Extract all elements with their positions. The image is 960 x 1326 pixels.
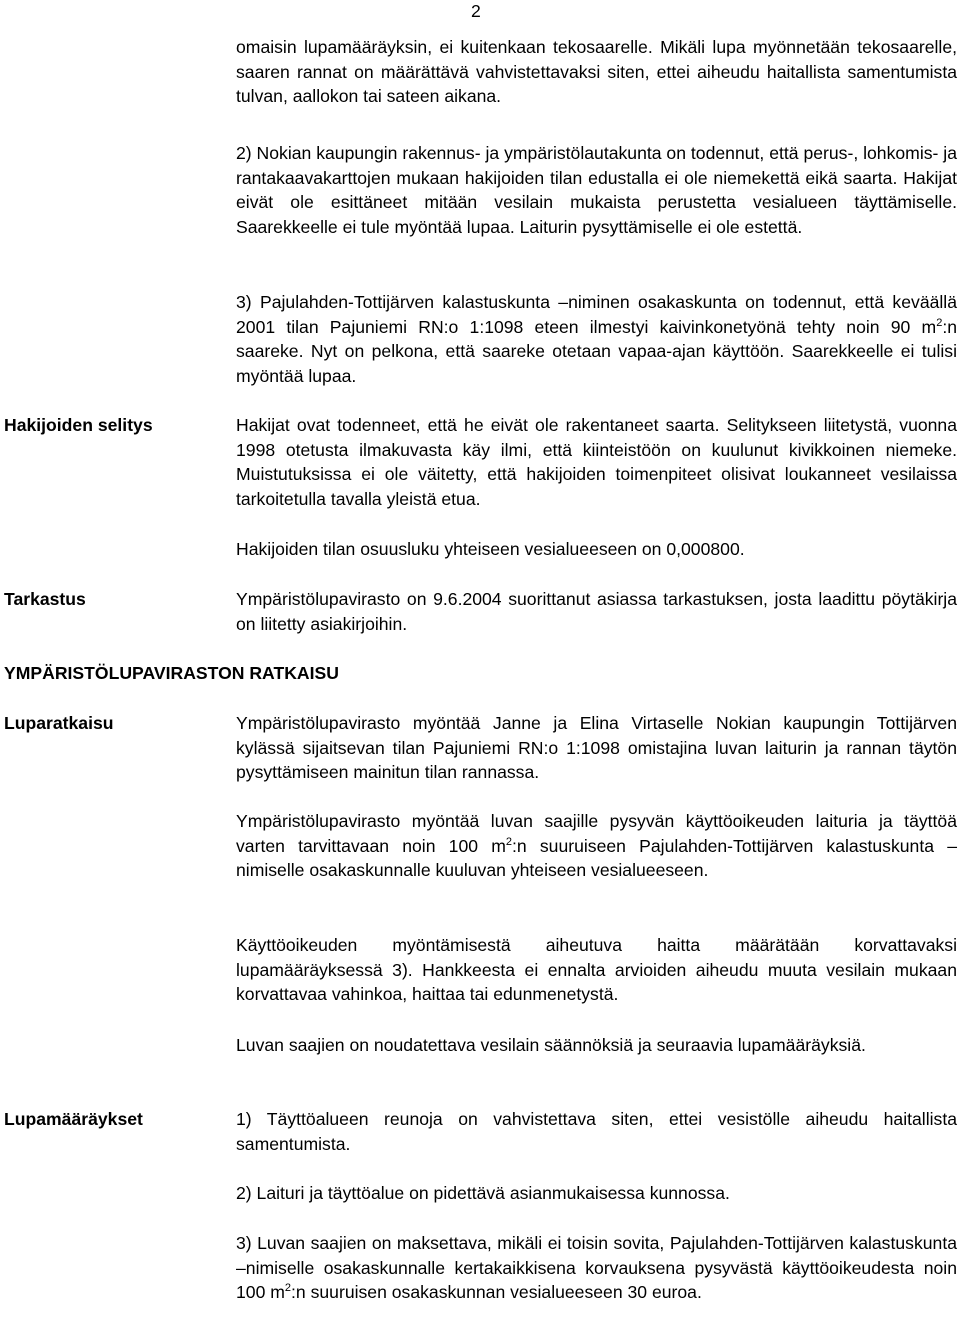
permit-decision-text-4: Luvan saajien on noudatettava vesilain säännöksiä ja seuraavia lupamääräyksiä. xyxy=(236,1035,866,1055)
intro-paragraph xyxy=(236,35,957,109)
permit-conditions-label: Lupamääräykset xyxy=(4,1109,143,1129)
applicants-statement-text-1: Hakijat ovat todenneet, että he eivät ole rakentaneet saarta. Selitykseen liitetystä, vuonna 1998 otetusta ilmakuvasta käy ilmi, että kiinteistöön on kuulunut kivikkoinen niemeke. Muistutuksissa ei ole väitetty, että hakijoiden toimenpiteet olisivat loukanneet vesilaissa tarkoitetulla tavalla yleistä etua. xyxy=(236,415,957,509)
permit-condition-3-part2: :n suuruisen osakaskunnan vesialueeseen 30 euroa. xyxy=(291,1282,702,1303)
statement-3-part2: :n saareke. Nyt on pelkona, että saareke otetaan vapaa-ajan käyttöön. Saarekkeelle ei tulisi myöntää lupaa. xyxy=(236,316,957,386)
permit-condition-3-text xyxy=(236,1231,957,1305)
statement-item-3 xyxy=(236,290,957,388)
permit-decision-paragraph-2 xyxy=(236,809,957,883)
decision-heading: YMPÄRISTÖLUPAVIRASTON RATKAISU xyxy=(4,663,339,683)
permit-condition-2-text: 2) Laituri ja täyttöalue on pidettävä asianmukaisessa kunnossa. xyxy=(236,1183,730,1203)
statement-3-part1: 3) Pajulahden-Tottijärven kalastuskunta –niminen osakaskunta on todennut, että keväällä 2001 tilan Pajuniemi RN:o 1:1098 eteen ilmestyi kaivinkonetyönä tehty noin 90 m xyxy=(236,292,957,337)
permit-decision-paragraph-3 xyxy=(236,933,957,1007)
statement-item-2 xyxy=(236,141,957,239)
intro-text: omaisin lupamääräyksin, ei kuitenkaan tekosaarelle. Mikäli lupa myönnetään tekosaarelle, saaren rannat on määrättävä vahvistettavaksi siten, ettei aiheudu haitallista samentumista tulvan, aallokon tai sateen aikana. xyxy=(236,37,957,107)
permit-decision-paragraph-1 xyxy=(236,711,957,785)
applicants-statement-label: Hakijoiden selitys xyxy=(4,415,153,435)
permit-decision-label: Luparatkaisu xyxy=(4,713,114,733)
page-number: 2 xyxy=(471,1,481,21)
permit-decision-2-part1: Ympäristölupavirasto myöntää luvan saajille pysyvän käyttöoikeuden laituria ja täyttöä varten tarvittavaan noin 100 m xyxy=(236,811,957,856)
applicants-statement-text-2: Hakijoiden tilan osuusluku yhteiseen vesialueeseen on 0,000800. xyxy=(236,539,745,559)
inspection-text: Ympäristölupavirasto on 9.6.2004 suorittanut asiassa tarkastuksen, josta laadittu pöytäkirja on liitetty asiakirjoihin. xyxy=(236,589,957,634)
permit-condition-3 xyxy=(236,1231,957,1305)
permit-condition-2 xyxy=(236,1181,957,1206)
permit-decision-text-2 xyxy=(236,809,957,883)
inspection-label: Tarkastus xyxy=(4,589,86,609)
permit-condition-3-part1: 3) Luvan saajien on maksettava, mikäli ei toisin sovita, Pajulahden-Tottijärven kalastuskunta –nimiselle osakaskunnalle kertakaikkisena korvauksena pysyvästä käyttöoikeudesta noin 100 m xyxy=(236,1233,957,1303)
permit-condition-1-text: 1) Täyttöalueen reunoja on vahvistettava siten, ettei vesistölle aiheudu haitallista samentumista. xyxy=(236,1109,957,1154)
statement-3-superscript: 2 xyxy=(936,316,943,329)
permit-decision-text-1: Ympäristölupavirasto myöntää Janne ja Elina Virtaselle Nokian kaupungin Tottijärven kylässä sijaitsevan tilan Pajuniemi RN:o 1:1098 omistajina luvan laiturin ja rannan täytön pysyttämiseen mainitun tilan rannassa. xyxy=(236,713,957,783)
permit-decision-text-3: Käyttöoikeuden myöntämisestä aiheutuva haitta määrätään korvattavaksi lupamääräyksessä 3). Hankkeesta ei ennalta arvioiden aiheudu muuta vesilain mukaan korvattavaa vahinkoa, haittaa tai edunmenetystä. xyxy=(236,935,957,1005)
permit-decision-2-superscript: 2 xyxy=(505,835,513,848)
permit-condition-3-superscript: 2 xyxy=(284,1282,292,1295)
permit-decision-paragraph-4 xyxy=(236,1033,957,1058)
permit-condition-1 xyxy=(236,1107,957,1156)
applicants-statement-paragraph-1 xyxy=(236,413,957,511)
statement-3-text xyxy=(236,290,957,388)
statement-2-text: 2) Nokian kaupungin rakennus- ja ympäristölautakunta on todennut, että perus-, lohkomis- ja rantakaavakarttojen mukaan hakijoiden tilan edustalla ei ole niemekettä eikä saarta. Hakijat eivät ole esittäneet mitään vesilain mukaista perustetta vesialueen täyttämiselle. Saarekkeelle ei tule myöntää lupaa. Laiturin pysyttämiselle ei ole estettä. xyxy=(236,143,957,237)
permit-decision-2-part2: :n suuruiseen Pajulahden-Tottijärven kalastuskunta –nimiselle osakaskunnalle kuuluvan yhteiseen vesialueeseen. xyxy=(236,835,957,881)
applicants-statement-paragraph-2 xyxy=(236,537,957,562)
inspection-paragraph xyxy=(236,587,957,636)
